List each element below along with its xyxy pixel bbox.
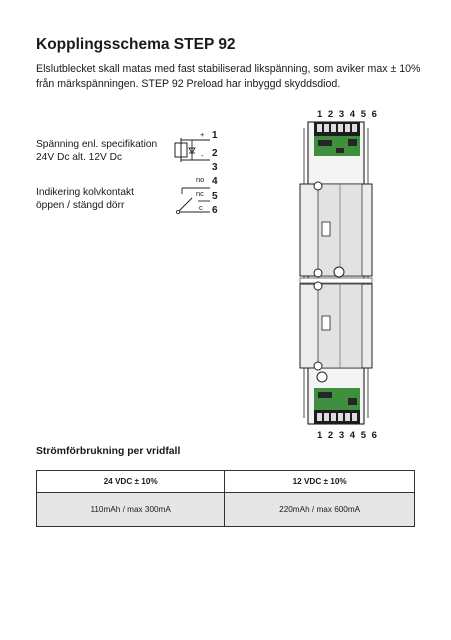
top-terminal-block xyxy=(314,122,360,156)
value-12vdc: 220mAh / max 600mA xyxy=(225,493,415,527)
indication-label xyxy=(36,186,134,212)
pin-6: 6 xyxy=(212,205,218,216)
supply-label-line2: 24V Dc alt. 12V Dc xyxy=(36,152,123,163)
consumption-table xyxy=(36,470,415,527)
consumption-title: Strömförbrukning per vridfall xyxy=(36,446,181,457)
lock-device-drawing xyxy=(292,118,382,430)
plus-sign: + xyxy=(200,130,205,139)
no-label: no xyxy=(196,175,205,184)
pin-1: 1 xyxy=(212,130,218,141)
minus-sign: - xyxy=(201,151,204,160)
pin-4: 4 xyxy=(212,176,218,187)
pin-5: 5 xyxy=(212,191,218,202)
indication-label-line1: Indikering kolvkontakt xyxy=(36,187,134,198)
indication-label-line2: öppen / stängd dörr xyxy=(36,200,125,211)
table-header-row xyxy=(37,471,415,493)
pin-2: 2 xyxy=(212,148,218,159)
value-24vdc: 110mAh / max 300mA xyxy=(37,493,225,527)
wiring-symbol xyxy=(168,128,212,218)
c-label: c xyxy=(199,203,203,212)
intro-text: Elslutblecket skall matas med fast stabiliserad likspänning, som aviker max ± 10% från märkspänningen. STEP 92 Preload har inbyggd skyddsdiod. xyxy=(36,63,421,90)
header-12vdc: 12 VDC ± 10% xyxy=(225,471,415,493)
header-24vdc: 24 VDC ± 10% xyxy=(37,471,225,493)
supply-label-line1: Spänning enl. specifikation xyxy=(36,139,158,150)
table-row xyxy=(37,493,415,527)
top-pin-numbers: 1 2 3 4 5 6 xyxy=(317,109,379,120)
switch-icon xyxy=(176,188,210,214)
bottom-terminal-block xyxy=(314,388,360,424)
pin-3: 3 xyxy=(212,162,218,173)
bottom-pin-numbers: 1 2 3 4 5 6 xyxy=(317,430,379,441)
page-title: Kopplingsschema STEP 92 xyxy=(36,36,236,53)
supply-label xyxy=(36,138,157,164)
nc-label: nc xyxy=(196,189,204,198)
diode-coil-icon xyxy=(175,138,210,162)
